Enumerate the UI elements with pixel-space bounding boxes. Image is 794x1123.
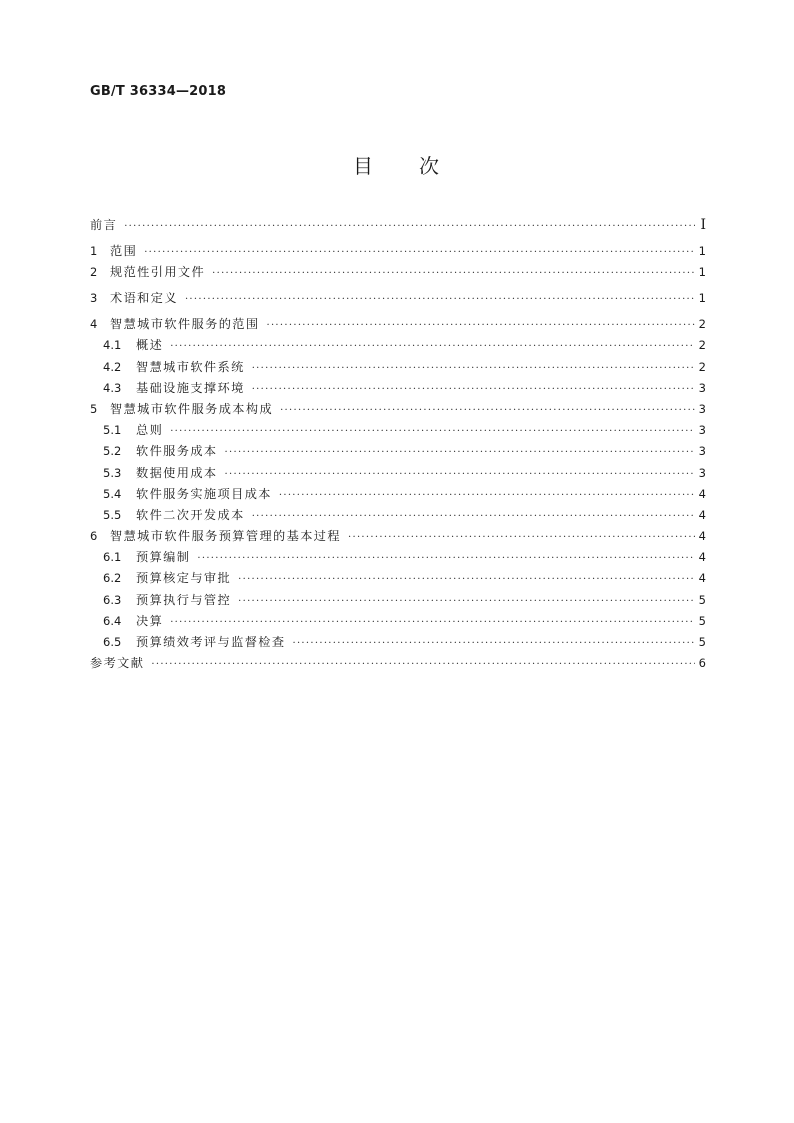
toc-leader-dots [185, 294, 695, 305]
toc-entry-label: 软件二次开发成本 [136, 507, 245, 522]
toc-entry-label: 概述 [136, 338, 164, 353]
toc-entry-label: 智慧城市软件服务的范围 [110, 317, 260, 332]
toc-entry-page: 4 [698, 507, 706, 522]
toc-entry-label: 智慧城市软件服务成本构成 [110, 401, 274, 416]
toc-entry-label: 软件服务实施项目成本 [136, 486, 272, 501]
toc-entry-6-5[interactable] [90, 633, 706, 654]
toc-leader-dots [212, 268, 695, 279]
toc-entry-number: 3 [90, 291, 98, 306]
toc-entry-page: 2 [698, 338, 706, 353]
toc-entry-page: 3 [698, 423, 706, 438]
toc-leader-dots [124, 221, 695, 232]
toc-entry-number: 6.2 [103, 571, 122, 586]
toc-entry-number: 6.3 [103, 592, 122, 607]
toc-entry-page: 3 [698, 444, 706, 459]
toc-entry-number: 5.3 [103, 465, 122, 480]
toc-entry-number: 5.4 [103, 486, 122, 501]
toc-entry-label: 决算 [136, 613, 164, 628]
toc-entry-label: 预算执行与管控 [136, 592, 232, 607]
toc-entry-5-2[interactable] [90, 442, 706, 463]
toc-entry-number: 4.1 [103, 338, 122, 353]
toc-entry-5-4[interactable] [90, 485, 706, 506]
toc-leader-dots [144, 247, 695, 258]
toc-entry-page: 3 [698, 380, 706, 395]
toc-entry-label: 基础设施支撑环境 [136, 380, 245, 395]
toc-entry-label: 智慧城市软件系统 [136, 359, 245, 374]
toc-entry-page: 4 [698, 486, 706, 501]
toc-leader-dots [252, 363, 695, 374]
toc-entry-number: 6 [90, 529, 98, 544]
toc-leader-dots [252, 384, 695, 395]
toc-entry-label: 参考文献 [90, 656, 145, 671]
toc-entry-page: 3 [698, 465, 706, 480]
toc-list [90, 216, 706, 675]
toc-entry-4-1[interactable] [90, 336, 706, 357]
toc-entry-6[interactable] [90, 527, 706, 548]
toc-leader-dots [225, 447, 695, 458]
toc-leader-dots [266, 320, 695, 331]
toc-entry-page: 2 [698, 317, 706, 332]
toc-leader-dots [252, 511, 695, 522]
toc-leader-dots [151, 659, 695, 670]
toc-entry-number: 6.5 [103, 635, 122, 649]
toc-entry-page: 1 [698, 291, 706, 306]
toc-leader-dots [238, 596, 695, 607]
toc-entry-5[interactable] [90, 400, 706, 421]
toc-entry-page: 1 [698, 265, 706, 280]
toc-entry-label: 数据使用成本 [136, 465, 218, 480]
toc-leader-dots [279, 490, 695, 501]
toc-entry-4-2[interactable] [90, 358, 706, 379]
toc-leader-dots [170, 617, 695, 628]
toc-entry-6-4[interactable] [90, 612, 706, 633]
toc-entry-page: I [700, 217, 706, 233]
toc-entry-number: 6.1 [103, 550, 122, 565]
toc-entry-number: 4.2 [103, 359, 122, 374]
toc-entry-number: 1 [90, 244, 98, 258]
page-title [0, 150, 794, 179]
toc-entry-page: 3 [698, 401, 706, 416]
toc-entry-number: 5.2 [103, 444, 122, 459]
toc-entry-page: 6 [698, 656, 706, 671]
toc-entry-6-2[interactable] [90, 569, 706, 590]
toc-entry-label: 规范性引用文件 [110, 265, 206, 280]
toc-leader-dots [238, 574, 695, 585]
toc-entry-5-3[interactable] [90, 464, 706, 485]
toc-entry-label: 前言 [90, 218, 118, 232]
toc-leader-dots [348, 532, 695, 543]
toc-entry-label: 软件服务成本 [136, 444, 218, 459]
toc-entry-5-1[interactable] [90, 421, 706, 442]
toc-entry-number: 4 [90, 317, 98, 332]
toc-entry-1[interactable] [90, 242, 706, 263]
toc-entry-foreword[interactable] [90, 216, 706, 242]
toc-entry-page: 5 [698, 635, 706, 649]
toc-entry-5-5[interactable] [90, 506, 706, 527]
toc-leader-dots [280, 405, 695, 416]
toc-entry-label: 总则 [136, 423, 164, 438]
toc-entry-page: 4 [698, 550, 706, 565]
toc-leader-dots [197, 553, 695, 564]
toc-entry-page: 4 [698, 571, 706, 586]
title-right-char: 次 [419, 154, 441, 178]
toc-entry-page: 5 [698, 613, 706, 628]
toc-entry-label: 预算绩效考评与监督检查 [136, 635, 286, 649]
toc-entry-6-3[interactable] [90, 591, 706, 612]
toc-entry-number: 6.4 [103, 613, 122, 628]
toc-entry-label: 范围 [110, 244, 138, 258]
toc-entry-3[interactable] [90, 289, 706, 315]
toc-entry-4-3[interactable] [90, 379, 706, 400]
toc-leader-dots [225, 469, 695, 480]
toc-entry-number: 5.1 [103, 423, 122, 438]
title-left-char: 目 [353, 154, 375, 178]
toc-entry-label: 术语和定义 [110, 291, 178, 306]
toc-entry-label: 预算核定与审批 [136, 571, 232, 586]
toc-entry-6-1[interactable] [90, 548, 706, 569]
toc-entry-number: 5.5 [103, 507, 122, 522]
toc-entry-number: 4.3 [103, 380, 122, 395]
toc-entry-page: 5 [698, 592, 706, 607]
toc-entry-page: 4 [698, 529, 706, 544]
toc-entry-number: 5 [90, 401, 98, 416]
toc-entry-2[interactable] [90, 263, 706, 289]
toc-leader-dots [292, 638, 695, 649]
toc-entry-page: 2 [698, 359, 706, 374]
toc-leader-dots [170, 426, 695, 437]
toc-leader-dots [170, 341, 695, 352]
toc-entry-references[interactable] [90, 654, 706, 675]
toc-entry-page: 1 [698, 244, 706, 258]
toc-entry-label: 智慧城市软件服务预算管理的基本过程 [110, 529, 341, 544]
toc-entry-4[interactable] [90, 315, 706, 336]
standard-code: GB/T 36334—2018 [90, 84, 227, 99]
toc-entry-label: 预算编制 [136, 550, 191, 565]
toc-entry-number: 2 [90, 265, 98, 280]
